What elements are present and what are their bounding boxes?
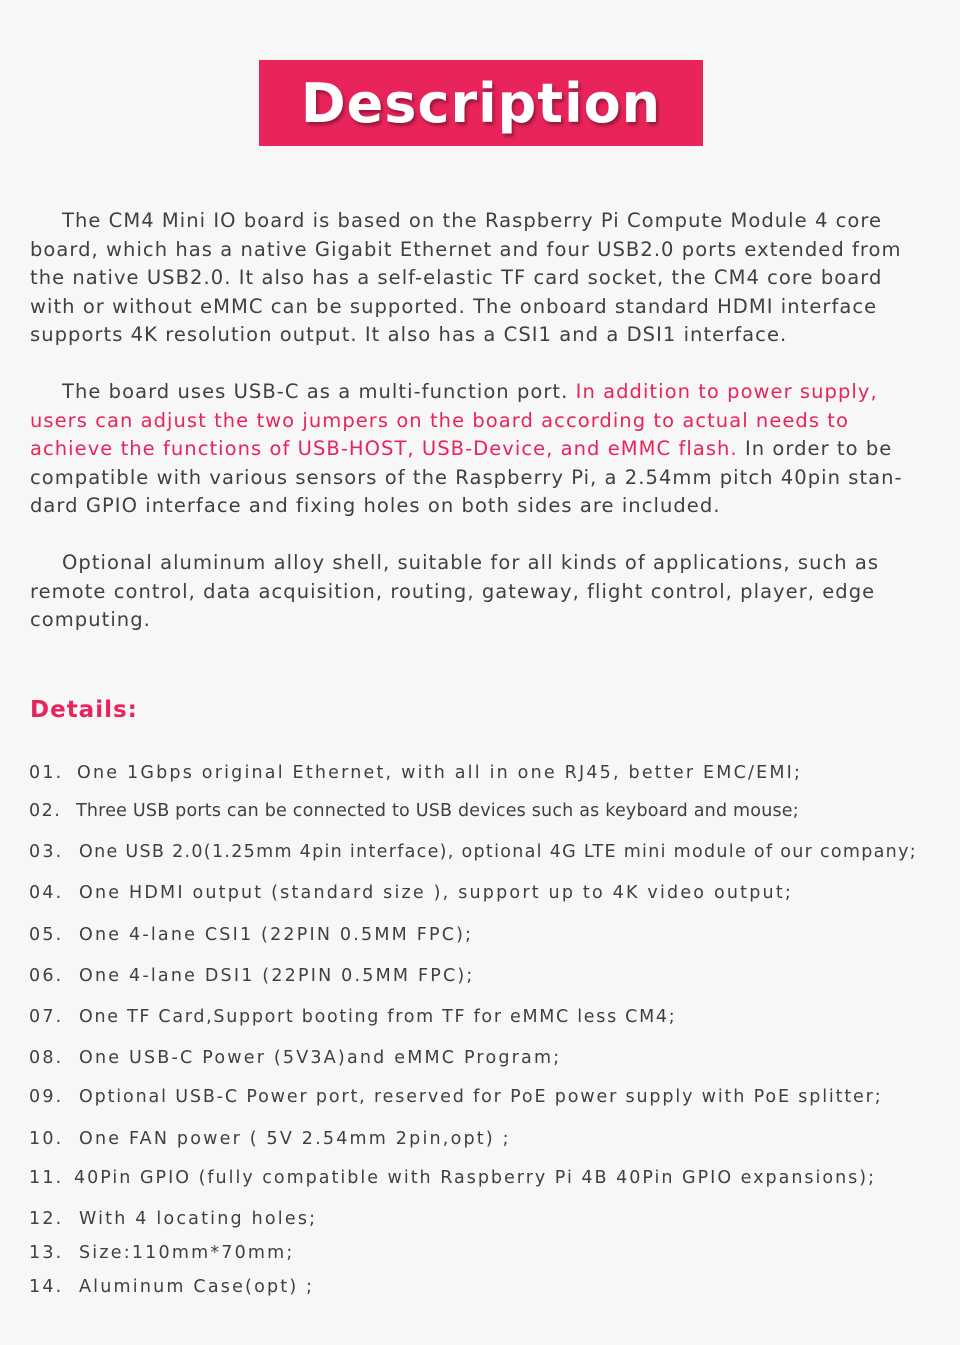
detail-text: One 4-lane DSI1 (22PIN 0.5MM FPC); xyxy=(79,966,475,986)
detail-text: One FAN power ( 5V 2.54mm 2pin,opt) ; xyxy=(79,1129,511,1149)
detail-text: One USB-C Power (5V3A)and eMMC Program; xyxy=(79,1048,562,1068)
detail-number: 10. xyxy=(29,1129,64,1149)
detail-text: Aluminum Case(opt) ; xyxy=(79,1277,315,1297)
detail-number: 04. xyxy=(29,883,64,903)
detail-number: 14. xyxy=(29,1277,64,1297)
detail-text: One HDMI output (standard size ), support up to 4K video output; xyxy=(79,883,793,903)
title-banner xyxy=(259,60,703,146)
details-heading: Details: xyxy=(30,697,138,723)
paragraph-2-text-end: In order to be compatible with various sensors of the Raspberry Pi, a 2.54mm pitch 40pin stan-dard GPIO interface and fixing holes on both sides are included. xyxy=(30,437,903,518)
detail-item xyxy=(29,1129,511,1149)
detail-number: 09. xyxy=(29,1087,64,1107)
detail-item xyxy=(29,801,799,821)
detail-item xyxy=(29,1243,295,1263)
paragraph-3-text: Optional aluminum alloy shell, suitable for all kinds of applications, such as remote control, data acquisition, routing, gateway, flight control, player, edge computing. xyxy=(30,551,880,632)
detail-number: 05. xyxy=(29,925,64,945)
detail-number: 03. xyxy=(29,842,64,862)
paragraph-2-text-start: The board uses USB-C as a multi-function port. xyxy=(62,380,576,403)
detail-item xyxy=(29,1168,876,1188)
detail-text: 40Pin GPIO (fully compatible with Raspberry Pi 4B 40Pin GPIO expansions); xyxy=(74,1168,877,1188)
detail-item xyxy=(29,763,802,783)
detail-text: One 4-lane CSI1 (22PIN 0.5MM FPC); xyxy=(79,925,474,945)
detail-number: 06. xyxy=(29,966,64,986)
detail-text: Optional USB-C Power port, reserved for PoE power supply with PoE splitter; xyxy=(79,1087,883,1107)
detail-text: Size:110mm*70mm; xyxy=(79,1243,295,1263)
paragraph-2-highlight: In addition to power supply, users can adjust the two jumpers on the board according to actual needs to achieve the functions of USB-HOST, USB-Device, and eMMC flash. xyxy=(30,380,878,461)
detail-item xyxy=(29,1209,317,1229)
detail-item xyxy=(29,1087,882,1107)
description-paragraph-2 xyxy=(30,378,935,521)
detail-number: 02. xyxy=(29,801,62,821)
detail-text: One 1Gbps original Ethernet, with all in one RJ45, better EMC/EMI; xyxy=(77,763,803,783)
page-title: Description xyxy=(300,71,662,135)
detail-item xyxy=(29,1048,561,1068)
detail-item xyxy=(29,1007,676,1027)
paragraph-1-text: The CM4 Mini IO board is based on the Raspberry Pi Compute Module 4 core board, which has a native Gigabit Ethernet and four USB2.0 ports extended from the native USB2.0. It also has a self-elastic TF card socket, the CM4 core board with or without eMMC can be supported. The onboard standard HDMI interface supports 4K resolution output. It also has a CSI1 and a DSI1 interface. xyxy=(30,209,902,347)
detail-item xyxy=(29,966,475,986)
detail-item xyxy=(29,925,473,945)
detail-number: 08. xyxy=(29,1048,64,1068)
detail-item xyxy=(29,883,793,903)
detail-text: One TF Card,Support booting from TF for eMMC less CM4; xyxy=(79,1007,677,1027)
detail-text: With 4 locating holes; xyxy=(79,1209,318,1229)
description-paragraph-1 xyxy=(30,207,935,350)
detail-number: 01. xyxy=(29,763,64,783)
detail-number: 11. xyxy=(29,1168,64,1188)
detail-text: One USB 2.0(1.25mm 4pin interface), optional 4G LTE mini module of our company; xyxy=(79,842,917,862)
description-paragraph-3 xyxy=(30,549,935,635)
detail-number: 07. xyxy=(29,1007,64,1027)
detail-text: Three USB ports can be connected to USB devices such as keyboard and mouse; xyxy=(76,801,799,821)
detail-item xyxy=(29,842,917,862)
detail-item xyxy=(29,1277,314,1297)
detail-number: 13. xyxy=(29,1243,64,1263)
detail-number: 12. xyxy=(29,1209,64,1229)
